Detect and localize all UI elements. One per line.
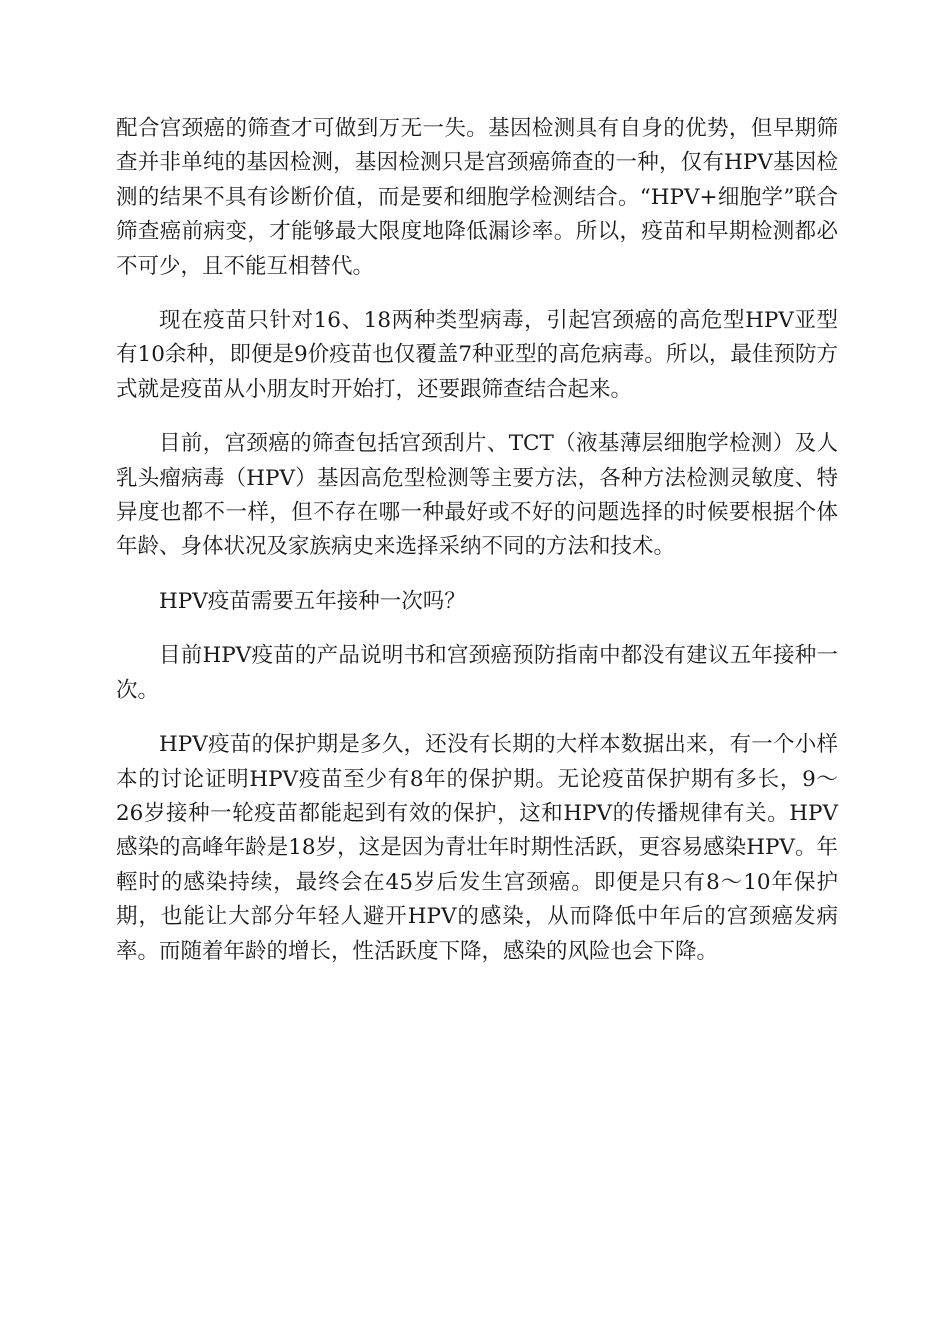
paragraph-screening-methods: 目前，宫颈癌的筛查包括宫颈刮片、TCT（液基薄层细胞学检测）及人乳头瘤病毒（HPV）基因高危型检测等主要方法，各种方法检测灵敏度、特异度也都不一样，但不存在哪一种最好或不好的问题选择的时候要根据个体年龄、身体状况及家族病史来选择采纳不同的方法和技术。 xyxy=(116,431,838,560)
section-question: HPV疫苗需要五年接种一次吗？ xyxy=(159,588,466,614)
paragraph-screening-combination: 配合宫颈癌的筛查才可做到万无一失。基因检测具有自身的优势，但早期筛查并非单纯的基因检测，基因检测只是宫颈癌筛查的一种，仅有HPV基因检测的结果不具有诊断价值，而是要和细胞学检测结合。“HPV+细胞学”联合筛查癌前病变，才能够最大限度地降低漏诊率。所以，疫苗和早期检测都必不可少，且不能互相替代。 xyxy=(116,116,838,279)
document-body xyxy=(116,112,838,989)
paragraph-vaccine-coverage: 现在疫苗只针对16、18两种类型病毒，引起宫颈癌的高危型HPV亚型有10余种，即便是9价疫苗也仅覆盖7种亚型的高危病毒。所以，最佳预防方式就是疫苗从小朋友时开始打，还要跟筛查结合起来。 xyxy=(116,308,838,402)
paragraph-protection-period: HPV疫苗的保护期是多久，还没有长期的大样本数据出来，有一个小样本的讨论证明HPV疫苗至少有8年的保护期。无论疫苗保护期有多长，9～26岁接种一轮疫苗都能起到有效的保护，这和HPV的传播规律有关。HPV感染的高峰年龄是18岁，这是因为青壮年时期性活跃，更容易感染HPV。年輕时的感染持续，最终会在45岁后发生宫颈癌。即便是只有8～10年保护期，也能让大部分年轻人避开HPV的感染，从而降低中年后的宫颈癌发病率。而随着年龄的增长，性活跃度下降，感染的风险也会下降。 xyxy=(116,732,838,964)
paragraph-guideline-answer: 目前HPV疫苗的产品说明书和宫颈癌预防指南中都没有建议五年接种一次。 xyxy=(116,643,838,703)
